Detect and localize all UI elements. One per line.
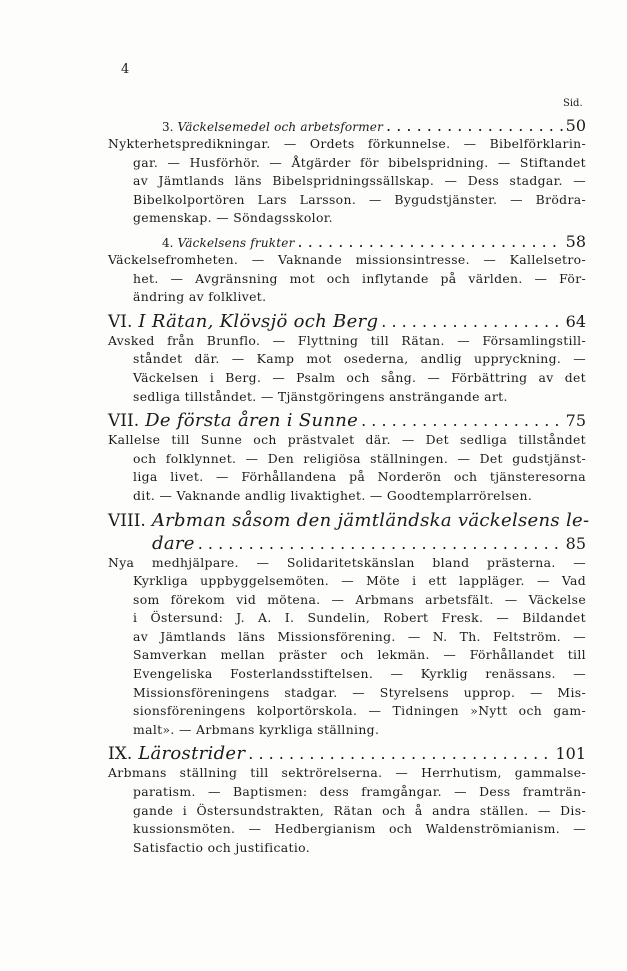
toc-entry bbox=[108, 232, 586, 307]
summary-line: som förekom vid mötena. — Arbmans arbetsfält. — Väckelse bbox=[133, 591, 586, 607]
toc-chapter-heading bbox=[108, 509, 590, 531]
chapter-number: VI. bbox=[108, 311, 133, 332]
summary-line: sionsföreningens kolportörskola. — Tidningen »Nytt och gam- bbox=[133, 703, 586, 719]
summary-line: Väckelsefromheten. — Vaknande missionsintresse. — Kallelsetro- bbox=[108, 251, 586, 267]
section-title: Väckelsens frukter bbox=[177, 235, 295, 250]
toc-section-heading bbox=[108, 116, 586, 135]
summary-line: malt». — Arbmans kyrkliga ställning. bbox=[133, 721, 380, 737]
summary-line: och folklynnet. — Den religiösa ställningen. — Det gudstjänst- bbox=[133, 450, 586, 466]
page-ref: 101 bbox=[555, 744, 586, 764]
leader-dots bbox=[361, 411, 563, 430]
summary-line: av Jämtlands läns Missionsförening. — N. Th. Feltström. — bbox=[133, 628, 586, 644]
entry-summary bbox=[108, 554, 586, 740]
summary-line: Nya medhjälpare. — Solidaritetskänslan bland prästerna. — bbox=[108, 554, 586, 570]
page-ref: 50 bbox=[565, 116, 586, 135]
summary-line: Nykterhetspredikningar. — Ordets förkunnelse. — Bibelförklarin- bbox=[108, 136, 586, 151]
chapter-number: IX. bbox=[108, 744, 133, 765]
section-number: 4. bbox=[162, 235, 174, 250]
summary-line: av Jämtlands läns Bibelspridningssällskap. — Dess stadgar. — bbox=[133, 173, 586, 189]
chapter-title-cont: dare bbox=[152, 532, 195, 554]
toc-chapter-heading bbox=[108, 743, 586, 764]
entry-summary bbox=[108, 251, 586, 307]
summary-line: ändring av folklivet. bbox=[133, 289, 267, 305]
table-of-contents bbox=[108, 114, 590, 857]
summary-line: liga livet. — Förhållandena på Norderön och tjänsteresorna bbox=[133, 469, 586, 485]
summary-line: Kyrkliga uppbyggelsemöten. — Möte i ett lappläger. — Vad bbox=[133, 573, 586, 589]
summary-line: Arbmans ställning till sektrörelserna. — Herrhutism, gammalse- bbox=[108, 765, 586, 781]
summary-line: ståndet där. — Kamp mot osederna, andlig uppryckning. — bbox=[133, 351, 586, 367]
entry-summary bbox=[108, 764, 586, 857]
page-ref: 64 bbox=[565, 311, 586, 331]
summary-line: Kallelse till Sunne och prästvalet där. — Det sedliga tillståndet bbox=[108, 432, 586, 448]
summary-line: Evengeliska Fosterlandsstiftelsen. — Kyrklig renässans. — bbox=[133, 666, 586, 682]
chapter-title: Arbman såsom den jämtländska väckelsens le- bbox=[151, 509, 590, 531]
page-ref: 58 bbox=[565, 231, 586, 251]
page-number: 4 bbox=[121, 62, 130, 77]
section-title: Väckelsemedel och arbetsformer bbox=[177, 120, 384, 134]
summary-line: Missionsföreningens stadgar. — Styrelsens upprop. — Mis- bbox=[133, 684, 586, 700]
toc-entry bbox=[108, 509, 590, 740]
toc-entry bbox=[108, 743, 586, 857]
summary-line: dit. — Vaknande andlig livaktighet. — Goodtemplarrörelsen. bbox=[133, 487, 533, 503]
toc-section-heading bbox=[108, 232, 586, 251]
summary-line: Avsked från Brunflo. — Flyttning till Rätan. — Församlingstill- bbox=[108, 332, 586, 348]
toc-chapter-heading-cont bbox=[108, 533, 586, 554]
summary-line: sedliga tillståndet. — Tjänstgöringens ansträngande art. bbox=[133, 388, 508, 404]
section-number: 3. bbox=[162, 120, 174, 134]
entry-summary bbox=[108, 332, 586, 406]
summary-line: i Östersund: J. A. I. Sundelin, Robert Fresk. — Bildandet bbox=[133, 610, 586, 626]
summary-line: Samverkan mellan präster och lekmän. — Förhållandet till bbox=[133, 647, 586, 663]
chapter-number: VII. bbox=[108, 411, 140, 432]
entry-summary bbox=[108, 135, 586, 228]
chapter-title: I Rätan, Klövsjö och Berg bbox=[138, 310, 379, 332]
summary-line: Väckelsen i Berg. — Psalm och sång. — Förbättring av det bbox=[133, 369, 586, 385]
chapter-number: VIII. bbox=[108, 510, 146, 531]
summary-line: gar. — Husförhör. — Åtgärder för bibelspridning. — Stiftandet bbox=[133, 154, 586, 170]
summary-line: paratism. — Baptismen: dess framgångar. — Dess framträn- bbox=[133, 784, 586, 800]
summary-line: Satisfactio och justificatio. bbox=[133, 839, 311, 855]
toc-chapter-heading bbox=[108, 410, 586, 431]
summary-line: gemenskap. — Söndagsskolor. bbox=[133, 210, 333, 226]
toc-entry bbox=[108, 116, 586, 228]
entry-summary bbox=[108, 431, 586, 505]
leader-dots bbox=[198, 534, 563, 553]
page-ref: 75 bbox=[565, 411, 586, 431]
leader-dots bbox=[248, 744, 552, 763]
leader-dots bbox=[381, 312, 562, 331]
chapter-title: Lärostrider bbox=[138, 743, 246, 765]
chapter-title: De första åren i Sunne bbox=[145, 410, 359, 432]
toc-chapter-heading bbox=[108, 311, 586, 332]
summary-line: gande i Östersundstrakten, Rätan och å andra ställen. — Dis- bbox=[133, 802, 586, 818]
toc-entry bbox=[108, 311, 586, 406]
page-ref: 85 bbox=[565, 533, 586, 553]
summary-line: kussionsmöten. — Hedbergianism och Waldenströmianism. — bbox=[133, 821, 586, 837]
leader-dots bbox=[298, 232, 563, 251]
summary-line: Bibelkolportören Lars Larsson. — Bygudstjänster. — Brödra- bbox=[133, 191, 586, 207]
sid-label: Sid. bbox=[563, 98, 583, 109]
summary-line: het. — Avgränsning mot och inflytande på världen. — För- bbox=[133, 270, 586, 286]
leader-dots bbox=[386, 116, 563, 135]
toc-entry bbox=[108, 410, 586, 505]
